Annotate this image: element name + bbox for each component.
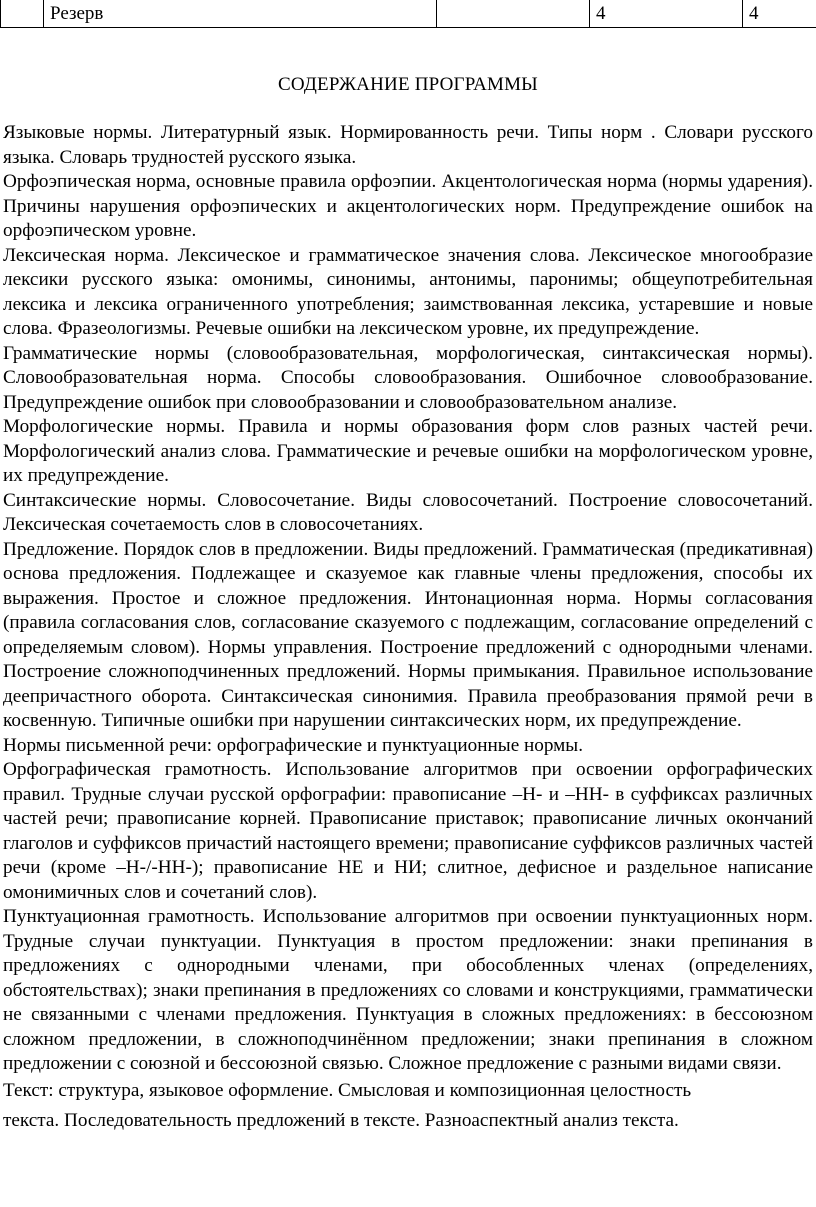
table-cell-hours-total: 4 bbox=[590, 0, 743, 28]
paragraph-syntactic-norms: Синтаксические нормы. Словосочетание. Виды словосочетаний. Построение словосочетаний. Лексическая сочетаемость слов в словосочетаниях. bbox=[3, 489, 813, 535]
section-heading: СОДЕРЖАНИЕ ПРОГРАММЫ bbox=[278, 74, 538, 95]
hours-table bbox=[0, 0, 816, 28]
paragraph-sentence: Предложение. Порядок слов в предложении. Виды предложений. Грамматическая (предикативная) основа предложения. Подлежащее и сказуемое как главные члены предложения, способы их выражения. Простое и сложное предложения. Интонационная норма. Нормы согласования (правила согласования слов, согласование сказуемого с подлежащим, согласование определений с определяемым словом). Нормы управления. Построение предложений с однородными членами. Построение сложноподчиненных предложений. Нормы примыкания. Правильное использование деепричастного оборота. Синтаксическая синонимия. Правила преобразования прямой речи в косвенную. Типичные ошибки при нарушении синтаксических норм, их предупреждение. bbox=[3, 538, 813, 731]
table-cell-topic: Резерв bbox=[44, 0, 437, 28]
paragraph-lexical-norm: Лексическая норма. Лексическое и грамматическое значения слова. Лексическое многообразие лексики русского языка: омонимы, синонимы, антонимы, паронимы; общеупотребительная лексика и лексика ограниченного употребления; заимствованная лексика, устаревшие и новые слова. Фразеологизмы. Речевые ошибки на лексическом уровне, их предупреждение. bbox=[3, 244, 813, 339]
paragraph-grammatical-norms: Грамматические нормы (словообразовательная, морфологическая, синтаксическая нормы). Словообразовательная норма. Способы словообразования. Ошибочное словообразование. Предупреждение ошибок при словообразовании и словообразовательном анализе. bbox=[3, 342, 813, 413]
paragraph-language-norms: Языковые нормы. Литературный язык. Нормированность речи. Типы норм . Словари русского языка. Словарь трудностей русского языка. bbox=[3, 122, 813, 168]
program-content bbox=[3, 121, 813, 1134]
table-row bbox=[1, 0, 816, 28]
table-cell-number bbox=[1, 0, 44, 28]
paragraph-text-line-2: текста. Последовательность предложений в тексте. Разноаспектный анализ текста. bbox=[3, 1110, 679, 1131]
table-cell-empty bbox=[437, 0, 590, 28]
paragraph-spelling-literacy: Орфографическая грамотность. Использование алгоритмов при освоении орфографических правил. Трудные случаи русской орфографии: правописание –Н- и –НН- в суффиксах различных частей речи; правописание корней. Правописание приставок; правописание личных окончаний глаголов и суффиксов причастий настоящего времени; правописание суффиксов различных частей речи (кроме –Н-/-НН-); правописание НЕ и НИ; слитное, дефисное и раздельное написание омонимичных слов и сочетаний слов). bbox=[3, 759, 813, 903]
paragraph-orthoepic-norm: Орфоэпическая норма, основные правила орфоэпии. Акцентологическая норма (нормы ударения). Причины нарушения орфоэпических и акцентологических норм. Предупреждение ошибок на орфоэпическом уровне. bbox=[3, 171, 813, 241]
paragraph-punctuation-literacy: Пунктуационная грамотность. Использование алгоритмов при освоении пунктуационных норм. Трудные случаи пунктуации. Пунктуация в простом предложении: знаки препинания в предложениях с однородными членами, при обособленных членах (определениях, обстоятельствах); знаки препинания в предложениях со словами и конструкциями, грамматически не связанными с членами предложения. Пунктуация в сложных предложениях: в бессоюзном сложном предложении, в сложноподчинённом предложении; знаки препинания в сложном предложении с союзной и бессоюзной связью. Сложное предложение с разными видами связи. bbox=[3, 906, 813, 1074]
paragraph-text-line-1: Текст: структура, языковое оформление. Смысловая и композиционная целостность bbox=[3, 1079, 692, 1101]
paragraph-written-speech-norms: Нормы письменной речи: орфографические и пунктуационные нормы. bbox=[3, 734, 583, 756]
paragraph-morphological-norms: Морфологические нормы. Правила и нормы образования форм слов разных частей речи. Морфологический анализ слова. Грамматические и речевые ошибки на морфологическом уровне, их предупреждение. bbox=[3, 416, 813, 486]
table-cell-hours-theory: 4 bbox=[743, 0, 816, 28]
